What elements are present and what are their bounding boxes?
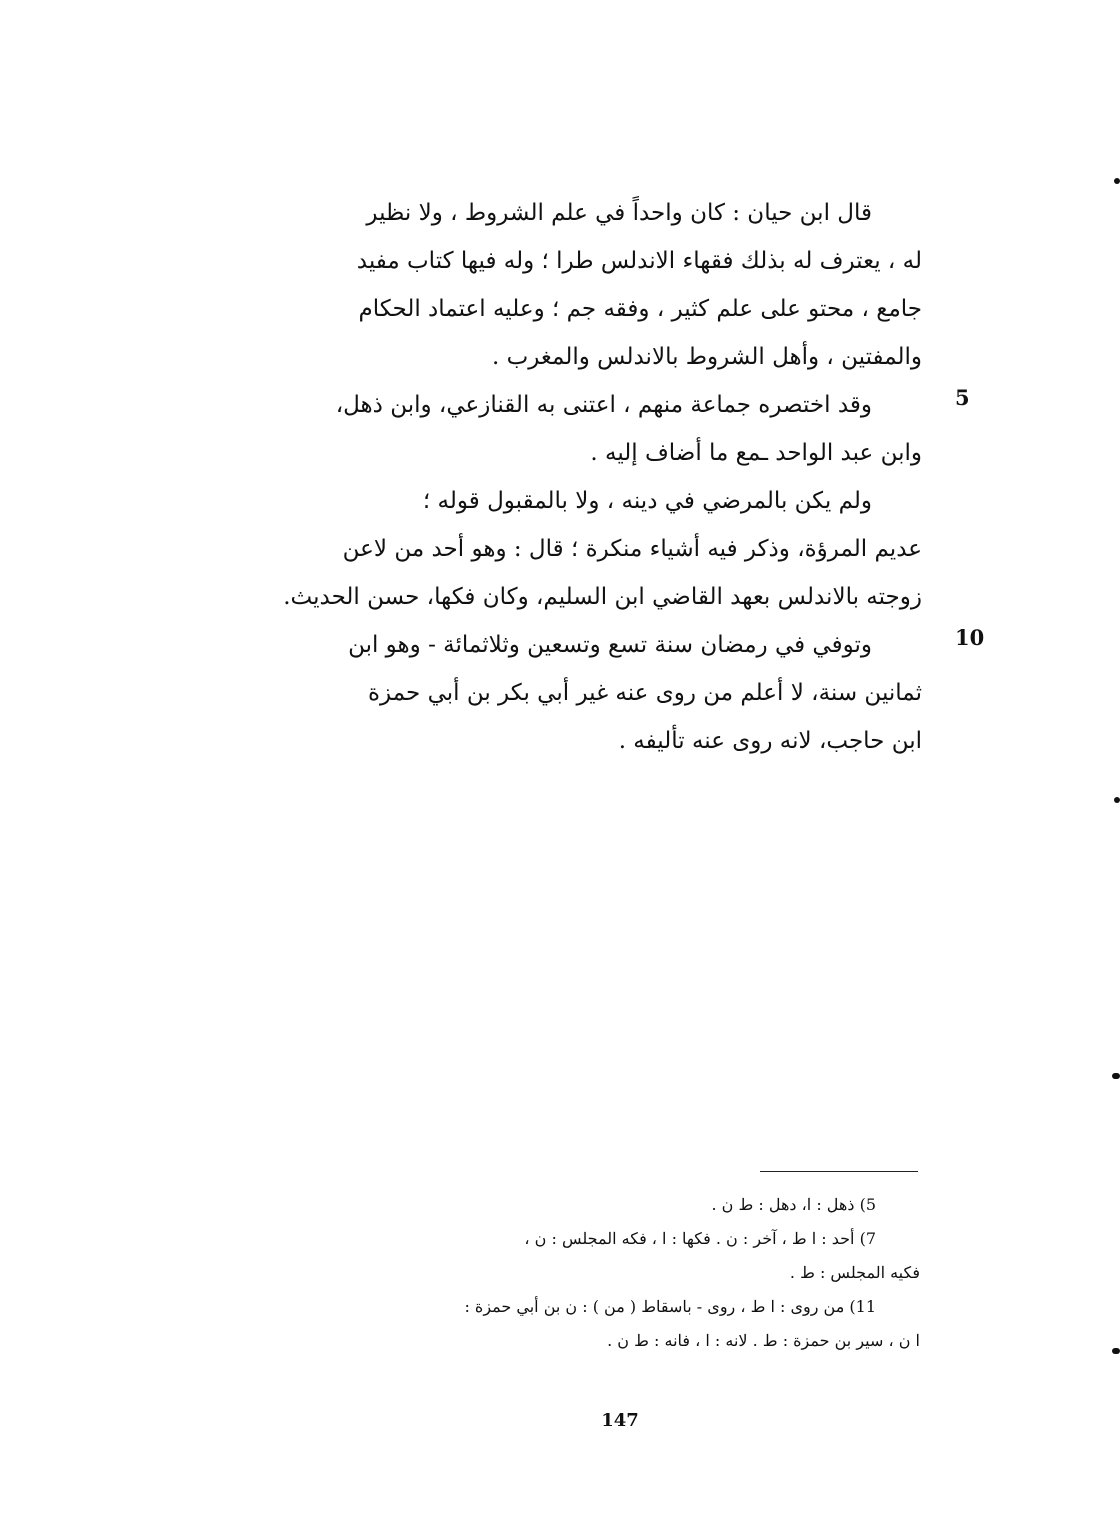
text-line-1: قال ابن حيان : كان واحداً في علم الشروط ، ولا نظير [366,200,872,226]
text-line-6: وابن عبد الواحد ـمع ما أضاف إليه . [590,440,922,466]
text-line-3: جامع ، محتو على علم كثير ، وفقه جم ؛ وعليه اعتماد الحكام [358,296,922,322]
text-line-12: ابن حاجب، لانه روى عنه تأليفه . [618,728,922,754]
scan-edge-mark [1112,1348,1120,1354]
footnote-line-4: 11) من روى : ا ط ، روى - باسقاط ( من ) : ن بن أبي حمزة : [464,1297,876,1316]
text-line-9: زوجته بالاندلس بعهد القاضي ابن السليم، وكان فكها، حسن الحديث. [283,584,922,610]
footnote-line-5: ا ن ، سير بن حمزة : ط . لانه : ا ، فانه : ط ن . [607,1331,920,1350]
line-number-10: 10 [955,625,985,650]
scan-edge-mark [1114,178,1120,184]
footnote-line-3: فكيه المجلس : ط . [789,1263,920,1282]
footnote-line-2: 7) أحد : ا ط ، آخر : ن . فكها : ا ، فكه المجلس : ن ، [524,1229,876,1248]
text-line-5: وقد اختصره جماعة منهم ، اعتنى به القنازعي، وابن ذهل، [335,392,872,418]
text-line-2: له ، يعترف له بذلك فقهاء الاندلس طرا ؛ وله فيها كتاب مفيد [356,248,922,274]
text-line-8: عديم المرؤة، وذكر فيه أشياء منكرة ؛ قال : وهو أحد من لاعن [342,536,922,562]
text-line-10: وتوفي في رمضان سنة تسع وتسعين وثلاثمائة - وهو ابن [348,632,872,658]
line-number-5: 5 [955,385,970,410]
main-text [282,189,922,765]
page-number: 147 [601,1410,639,1431]
scan-edge-mark [1112,1073,1120,1079]
text-line-4: والمفتين ، وأهل الشروط بالاندلس والمغرب . [491,344,922,370]
footnotes [280,1188,920,1358]
footnote-separator [760,1171,918,1172]
text-line-7: ولم يكن بالمرضي في دينه ، ولا بالمقبول قوله ؛ [422,488,872,514]
scan-edge-mark [1114,797,1120,803]
text-line-11: ثمانين سنة، لا أعلم من روى عنه غير أبي بكر بن أبي حمزة [368,680,922,706]
footnote-line-1: 5) ذهل : ا، دهل : ط ن . [711,1195,876,1214]
